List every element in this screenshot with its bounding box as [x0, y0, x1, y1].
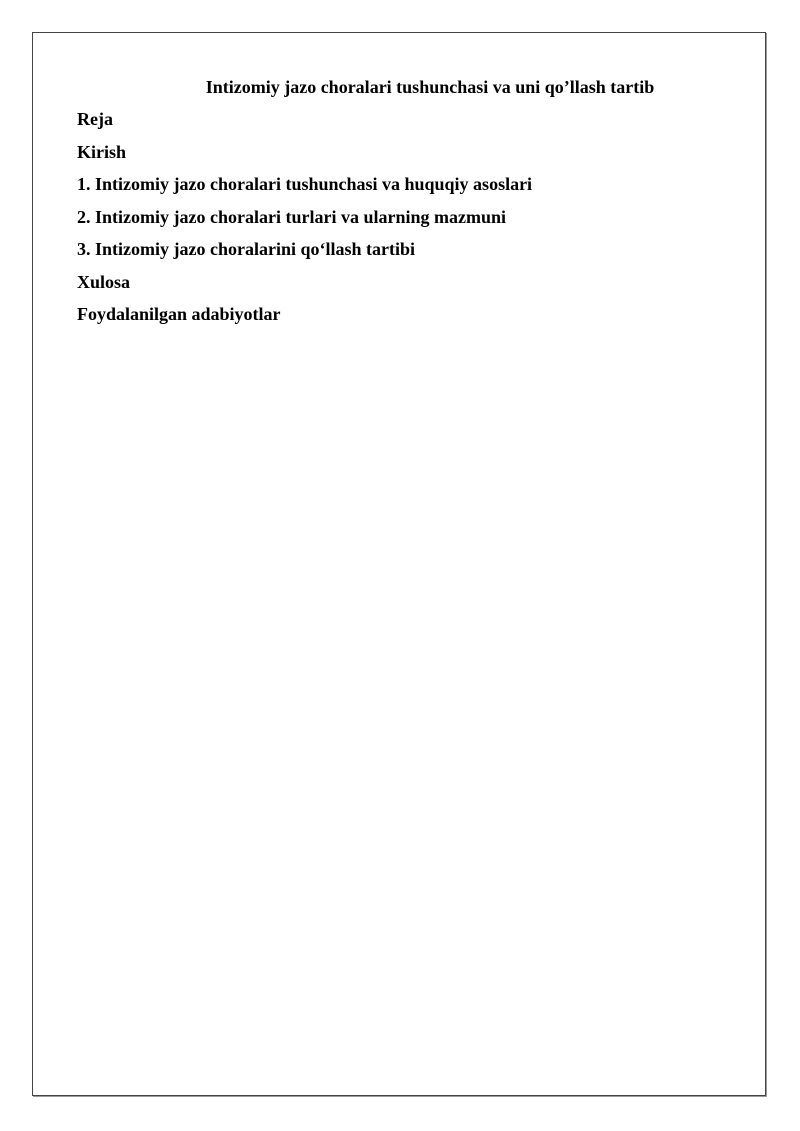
plan-list — [77, 107, 727, 326]
plan-item-conclusion: Xulosa — [77, 271, 131, 292]
plan-item-chapter-3: 3. Intizomiy jazo choralarini qo‘llash tartibi — [77, 239, 415, 259]
document-title: Intizomiy jazo choralari tushunchasi va uni qo’llash tartib — [205, 77, 655, 97]
plan-item-introduction: Kirish — [77, 141, 127, 162]
plan-item-chapter-2: 2. Intizomiy jazo choralari turlari va ularning mazmuni — [77, 206, 506, 227]
plan-heading: Reja — [77, 109, 113, 129]
document-content — [77, 75, 727, 335]
document-page — [32, 32, 766, 1096]
plan-item-references: Foydalanilgan adabiyotlar — [77, 304, 281, 324]
plan-item-chapter-1: 1. Intizomiy jazo choralari tushunchasi va huquqiy asoslari — [77, 174, 533, 194]
